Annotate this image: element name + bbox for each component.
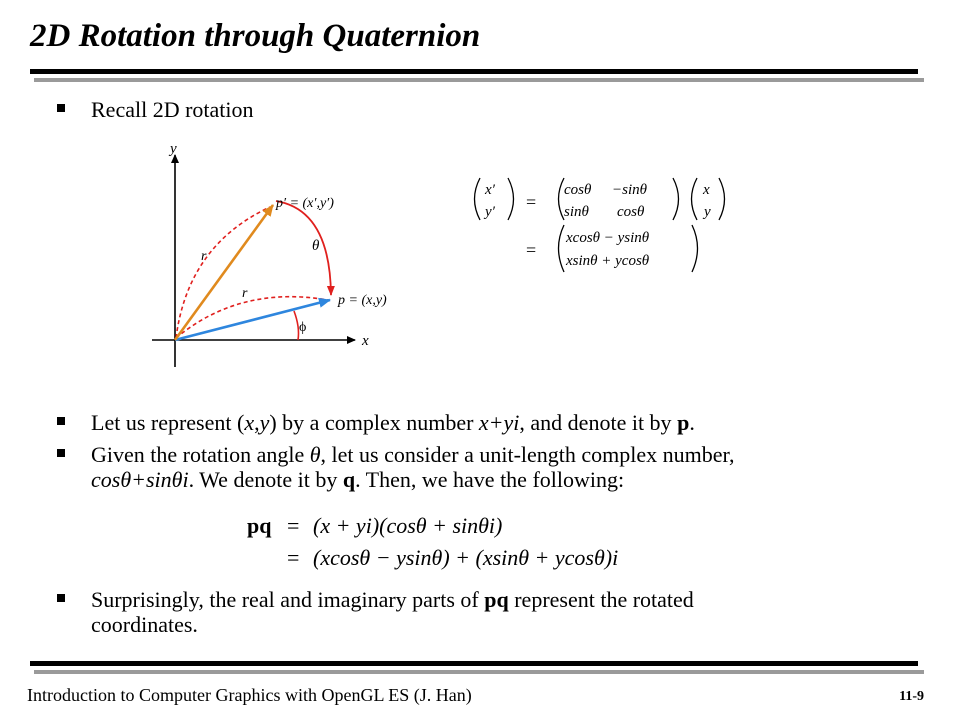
- bottom-divider-shadow: [34, 670, 924, 674]
- theta-arc: [276, 201, 331, 295]
- p-label: p = (x,y): [338, 293, 387, 308]
- bullet-recall: Recall 2D rotation: [91, 97, 254, 122]
- m22: cosθ: [617, 204, 645, 220]
- r-label-upper: r: [201, 249, 207, 264]
- vec-y-prime: y′: [485, 204, 495, 220]
- r-label-lower: r: [242, 286, 248, 301]
- equals-2: =: [526, 240, 537, 260]
- result-row2: xsinθ + ycosθ: [566, 253, 650, 269]
- equals-1: =: [526, 192, 537, 212]
- formula-line1: (x + yi)(cosθ + sinθi): [313, 513, 503, 538]
- y-axis-label: y: [170, 141, 177, 157]
- result-row1: xcosθ − ysinθ: [566, 230, 650, 246]
- p-prime-label: p′ = (x′,y′): [276, 196, 334, 211]
- footer-text: Introduction to Computer Graphics with OpenGL ES (J. Han): [27, 685, 472, 705]
- rotation-diagram: [140, 135, 410, 375]
- phi-arc: [294, 311, 299, 340]
- bottom-divider: [30, 661, 918, 666]
- bullet-surprisingly: Surprisingly, the real and imaginary parts of pq represent the rotated coordinates.: [91, 587, 694, 637]
- bullet-rotation-angle: Given the rotation angle θ, let us consider a unit-length complex number, cosθ+sinθi. We denote it by q. Then, we have the following:: [91, 442, 735, 492]
- bullet-marker: [57, 449, 65, 457]
- formula-equals-2: =: [287, 545, 300, 570]
- formula-equals-1: =: [287, 513, 300, 538]
- theta-label: θ: [312, 238, 320, 254]
- bullet-marker: [57, 104, 65, 112]
- top-divider-shadow: [34, 78, 924, 82]
- bullet-complex-number: Let us represent (x,y) by a complex number x+yi, and denote it by p.: [91, 410, 695, 435]
- page-number: 11-9: [899, 689, 924, 704]
- formula-lhs: pq: [247, 513, 272, 538]
- vec-y: y: [704, 204, 711, 220]
- x-axis-label: x: [362, 333, 369, 349]
- m11: cosθ: [564, 182, 592, 198]
- m21: sinθ: [564, 204, 589, 220]
- bullet-marker: [57, 417, 65, 425]
- pq-formula: [245, 508, 715, 578]
- phi-label: ϕ: [299, 320, 307, 335]
- top-divider: [30, 69, 918, 74]
- formula-line2: (xcosθ − ysinθ) + (xsinθ + ycosθ)i: [313, 545, 619, 570]
- slide-title: 2D Rotation through Quaternion: [30, 18, 481, 54]
- vec-x-prime: x′: [485, 182, 495, 198]
- vec-x: x: [703, 182, 710, 198]
- bullet-marker: [57, 594, 65, 602]
- m12: −sinθ: [612, 182, 647, 198]
- rotation-matrix: [465, 170, 740, 280]
